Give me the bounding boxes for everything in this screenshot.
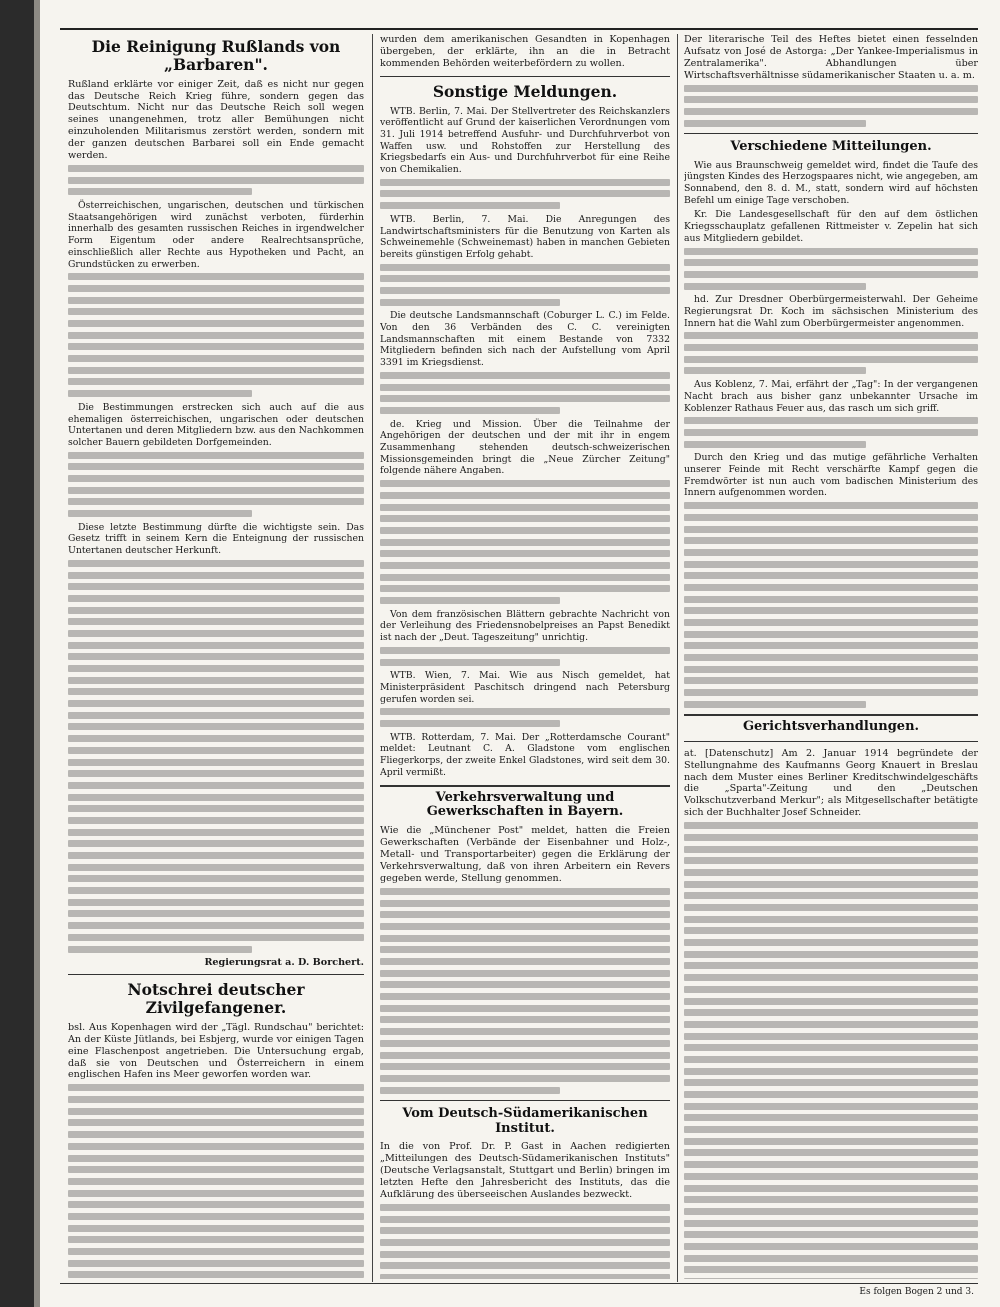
text-line [68,378,364,385]
text-line [684,927,978,934]
text-line [380,550,670,557]
text-line [684,677,978,684]
text-line [380,708,670,715]
text-line [684,549,978,556]
article-lead-trust: Der literarische Teil des Heftes bietet einen fesselnden Aufsatz von José de Astorga: „Der Yankee-Imperialismus in Zentralamerika". Abhandlungen über Wirtschaftsverhältnisse südamerikanischer Staaten u. a. m. [684,34,978,81]
continuation-note: Es folgen Bogen 2 und 3. [859,1287,974,1297]
text-line [380,1087,560,1094]
article-paragraph: WTB. Berlin, 7. Mai. Die Anregungen des Landwirtschaftsministers für die Benutzung von Karten als Schweinemehle (Schweinemast) haben in manchen Gebieten bereits günstigen Erfolg gehabt. [380,213,670,260]
text-line [684,892,978,899]
text-line [684,537,978,544]
text-line [380,1028,670,1035]
column-right [684,34,978,1279]
text-line [68,1213,364,1220]
text-line [68,653,364,660]
article-title-verkehr: Verkehrsverwaltung und Gewerkschaften in Bayern. [426,789,624,820]
text-line [380,970,670,977]
text-line [684,881,978,888]
text-line [68,899,364,906]
text-line [380,372,670,379]
text-line [380,935,670,942]
text-line [684,869,978,876]
text-line [68,817,364,824]
text-line [68,332,364,339]
text-line [380,1204,670,1211]
text-line [684,417,978,424]
text-line [68,177,364,184]
text-line [380,1216,670,1223]
text-line [684,429,978,436]
text-line [68,665,364,672]
text-line [684,1196,978,1203]
text-line [68,922,364,929]
text-line [68,1096,364,1103]
text-line [380,1227,670,1234]
text-line [684,259,978,266]
text-line [380,1005,670,1012]
article-paragraph: Durch den Krieg und das mutige gefährliche Verhalten unserer Feinde mit Recht verschärfte Kampf gegen die Fremdwörter ist nun auch vom badischen Ministerium des Innern aufgenommen worden. [684,452,978,499]
text-line [684,631,978,638]
text-line [684,108,978,115]
article-paragraph: hd. Zur Dresdner Oberbürgermeisterwahl. Der Geheime Regierungsrat Dr. Koch im sächsischen Ministerium des Innern hat die Wahl zum Oberbürgermeister angenommen. [684,294,978,329]
text-line [68,297,364,304]
text-line [684,857,978,864]
text-line [684,1021,978,1028]
text-line [68,1108,364,1115]
text-line [684,1208,978,1215]
text-line [68,188,252,195]
text-line [380,597,560,604]
article-lead-institut: In die von Prof. Dr. P. Gast in Aachen redigierten „Mitteilungen des Deutsch-Südamerikanischen Instituts" (Deutsche Verlagsanstalt, Stuttgart und Berlin) bringen im letzten Hefte den Jahresbericht des Instituts, das die Aufklärung des überseeischen Auslandes bezweckt. [380,1141,670,1201]
text-line [68,560,364,567]
text-line [380,585,670,592]
text-line [68,747,364,754]
text-line [68,1143,364,1150]
text-line [380,539,670,546]
text-line [380,958,670,965]
text-line [68,165,364,172]
article-divider [684,133,978,134]
text-line [68,487,364,494]
text-line [684,904,978,911]
text-line [380,993,670,1000]
text-line [684,561,978,568]
text-line [380,574,670,581]
text-line [68,618,364,625]
text-line [380,923,670,930]
article-paragraph: WTB. Rotterdam, 7. Mai. Der „Rotterdamsche Courant" meldet: Leutnant C. A. Gladstone vom englischen Fliegerkorps, der zweite Enkel Gladstones, wird seit dem 30. April vermißt. [380,731,670,778]
text-line [68,1248,364,1255]
text-line [68,875,364,882]
text-line [684,502,978,509]
text-line [380,946,670,953]
text-line [684,596,978,603]
text-line [68,595,364,602]
article-divider [68,974,364,975]
text-line [684,1149,978,1156]
text-line [684,356,978,363]
text-line [380,264,670,271]
text-line [684,1056,978,1063]
text-line [380,1063,670,1070]
text-line [380,504,670,511]
text-line [684,1243,978,1250]
article-paragraph: de. Krieg und Mission. Über die Teilnahme der Angehörigen der deutschen und der mit ihr in engem Zusammenhang stehenden deutsch-schweizerischen Missionsgemeinden bringt die „Neue Zürcher Zeitung" folgende nähere Angaben. [380,418,670,477]
article-title-reinigung: Die Reinigung Rußlands von „Barbaren". [91,37,341,74]
text-line [68,572,364,579]
text-line [684,572,978,579]
text-line [68,782,364,789]
article-divider [684,714,978,716]
text-line [684,701,866,708]
text-line [68,1155,364,1162]
text-line [684,822,978,829]
text-line [68,452,364,459]
text-line [684,332,978,339]
text-line [684,526,978,533]
text-line [380,1040,670,1047]
text-line [68,463,364,470]
text-line [380,1251,670,1258]
text-line [684,1103,978,1110]
text-line [684,654,978,661]
article-paragraph: Österreichischen, ungarischen, deutschen und türkischen Staatsangehörigen wird zunächst verboten, fürderhin innerhalb des gesamten russischen Reiches in irgendwelcher Form Eigentum oder andere Realrechtsansprüche, einschließlich aller Rechte aus Hypotheken und Pacht, an Grundstücken zu erwerben. [68,200,364,270]
text-line [68,735,364,742]
text-line [684,1079,978,1086]
text-line [380,1016,670,1023]
text-line [380,1262,670,1269]
text-line [68,1190,364,1197]
text-line [380,1052,670,1059]
article-continuation: wurden dem amerikanischen Gesandten in Kopenhagen übergeben, der erklärte, ihn an die in Betracht kommenden Behörden weiterbefördern zu wollen. [380,34,670,69]
text-line [68,1201,364,1208]
text-line [68,840,364,847]
text-line [68,864,364,871]
text-line [684,951,978,958]
text-line [684,441,866,448]
text-line [380,395,670,402]
text-line [684,607,978,614]
text-line [68,1084,364,1091]
text-line [684,962,978,969]
article-title-institut: Vom Deutsch-Südamerikanischen Institut. [402,1105,648,1136]
text-line [684,367,866,374]
text-line [380,384,670,391]
text-line [380,900,670,907]
article-paragraph: Aus Koblenz, 7. Mai, erfährt der „Tag": In der vergangenen Nacht brach aus bisher ganz unbekannter Ursache im Koblenzer Rathaus Feuer aus, das rasch um sich griff. [684,379,978,414]
text-line [684,1114,978,1121]
text-line [68,910,364,917]
article-divider [380,785,670,787]
article-paragraph: Wie aus Braunschweig gemeldet wird, findet die Taufe des jüngsten Kindes des Herzogspaares nicht, wie angegeben, am Sonnabend, den 8. d. M., statt, sondern wird auf höchsten Befehl um einige Tage verschoben. [684,159,978,206]
text-line [68,1271,364,1278]
text-line [684,1138,978,1145]
text-line [380,190,670,197]
text-line [68,1166,364,1173]
text-line [684,271,978,278]
text-line [68,630,364,637]
article-paragraph: Die deutsche Landsmannschaft (Coburger L. C.) im Felde. Von den 36 Verbänden des C. C. vereinigten Landsmannschaften mit einem Bestande von 7332 Mitgliedern befinden sich nach der Aufstellung vom April 3391 im Kriegsdienst. [380,310,670,369]
text-line [68,308,364,315]
article-lead-notschrei: bsl. Aus Kopenhagen wird der „Tägl. Rundschau" berichtet: An der Küste Jütlands, bei Esbjerg, wurde vor einigen Tagen eine Flaschenpost angetrieben. Die Untersuchung ergab, daß sie von Deutschen und Österreichern in einem englischen Hafen ins Meer geworfen worden war. [68,1021,364,1081]
text-line [68,285,364,292]
text-line [68,1131,364,1138]
text-line [68,700,364,707]
text-line [684,1044,978,1051]
text-line [684,1231,978,1238]
text-line [684,1009,978,1016]
text-line [684,1033,978,1040]
text-line [684,248,978,255]
text-line [68,1225,364,1232]
text-line [684,1255,978,1262]
text-line [68,677,364,684]
text-line [68,723,364,730]
text-line [68,1260,364,1267]
article-paragraph: Kr. Die Landesgesellschaft für den auf dem östlichen Kriegsschauplatz gefallenen Rittmeister v. Zepelin hat sich aus Mitgliedern gebildet. [684,209,978,244]
text-line [684,998,978,1005]
text-line [380,202,560,209]
text-line [68,367,364,374]
article-title-verschiedene: Verschiedene Mitteilungen. [730,138,932,154]
text-line [68,390,252,397]
text-line [68,583,364,590]
article-title-sonstige: Sonstige Meldungen. [432,81,618,101]
text-line [684,834,978,841]
article-divider [380,1100,670,1101]
text-line [684,344,978,351]
text-line [380,179,670,186]
text-line [684,916,978,923]
column-separator [677,34,678,1282]
text-line [380,527,670,534]
text-line [684,666,978,673]
text-line [68,607,364,614]
text-line [68,642,364,649]
column-separator [372,34,373,1282]
text-line [380,1075,670,1082]
article-paragraph: WTB. Berlin, 7. Mai. Der Stellvertreter des Reichskanzlers veröffentlicht auf Grund der kaiserlichen Verordnungen vom 31. Juli 1914 betreffend Ausfuhr- und Durchfuhrverbot von Waffen usw. und Rohstoffen zur Herstellung des Kriegsbedarfs ein Aus- und Durchfuhrverbot für eine Reihe von Chemikalien. [380,105,670,176]
text-line [380,1239,670,1246]
text-line [684,584,978,591]
text-line [684,689,978,696]
article-title-gericht: Gerichtsverhandlungen. [742,718,920,734]
text-line [68,829,364,836]
scan-binding-shadow [0,0,34,1307]
text-line [684,1278,978,1279]
text-line [68,805,364,812]
article-divider [380,76,670,77]
text-line [380,515,670,522]
text-line [684,846,978,853]
text-line [380,647,670,654]
text-line [380,492,670,499]
text-line [68,475,364,482]
article-lead-gericht: at. [Datenschutz] Am 2. Januar 1914 begründete der Stellungnahme des Kaufmanns Georg Knauert in Breslau nach dem Muster eines Berliner Kreditschwindelgeschäfts die „Sparta"-Zeitung und den „Deutschen Volkschutzverband Merkur"; als Mitgesellschafter betätigte sich der Buchhalter Josef Schneider. [684,747,978,819]
text-line [68,498,364,505]
text-line [68,794,364,801]
text-line [68,273,364,280]
text-line [684,974,978,981]
text-line [684,120,866,127]
text-line [684,1068,978,1075]
article-signature: Regierungsrat a. D. Borchert. [204,957,364,969]
text-line [68,887,364,894]
article-lead-reinigung: Rußland erklärte vor einiger Zeit, daß es nicht nur gegen das Deutsche Reich Krieg führe, sondern gegen das Deutschtum. Nicht nur das Deutsche Reich soll wegen seines unangenehmen, trotz aller Bemühungen nicht einzuholenden Militarismus zerstört werden, sondern mit der ganzen deutschen Barbarei soll ein Ende gemacht werden. [68,78,364,162]
article-paragraph: Die Bestimmungen erstrecken sich auch auf die aus ehemaligen österreichischen, ungarischen oder deutschen Untertanen und deren Mitgliedern bzw. aus den Nachkommen solcher Bauern gebildeten Dorfgemeinden. [68,401,364,448]
text-line [380,888,670,895]
article-paragraph: Diese letzte Bestimmung dürfte die wichtigste sein. Das Gesetz trifft in seinem Kern die Enteignung der russischen Untertanen deutscher Herkunft. [68,521,364,557]
text-line [684,619,978,626]
text-line [684,939,978,946]
text-line [684,1185,978,1192]
text-line [68,688,364,695]
text-line [68,946,252,953]
scan-page-edge [34,0,40,1307]
text-line [684,1220,978,1227]
text-line [380,1274,670,1279]
text-line [380,981,670,988]
text-line [684,96,978,103]
text-line [68,712,364,719]
text-line [684,1266,978,1273]
text-line [380,287,670,294]
text-line [380,562,670,569]
text-line [684,514,978,521]
text-line [684,1173,978,1180]
top-rule [60,28,978,30]
text-line [380,275,670,282]
column-left [68,34,364,1279]
text-line [68,852,364,859]
text-line [684,283,866,290]
text-line [380,720,560,727]
text-line [684,642,978,649]
bottom-rule [60,1283,978,1284]
text-line [684,986,978,993]
text-line [68,1178,364,1185]
text-line [68,510,252,517]
text-line [68,343,364,350]
column-middle [380,34,670,1279]
article-lead-verkehr: Wie die „Münchener Post" meldet, hatten die Freien Gewerkschaften (Verbände der Eisenbahner und Holz-, Metall- und Transportarbeiter) gegen die Erklärung der Verkehrsverwaltung, daß von ihren Arbeitern ein Revers gegeben werde, Stellung genommen. [380,825,670,884]
text-line [684,85,978,92]
text-line [68,1236,364,1243]
text-line [684,1161,978,1168]
text-line [68,759,364,766]
article-divider [684,741,978,742]
text-line [380,911,670,918]
text-line [68,355,364,362]
text-line [380,299,560,306]
text-line [380,659,560,666]
text-line [684,1091,978,1098]
text-line [380,480,670,487]
text-line [684,1126,978,1133]
text-line [68,934,364,941]
article-paragraph: WTB. Wien, 7. Mai. Wie aus Nisch gemeldet, hat Ministerpräsident Paschitsch dringend nach Petersburg gerufen worden sei. [380,670,670,705]
text-line [68,1119,364,1126]
article-paragraph: Von dem französischen Blättern gebrachte Nachricht von der Verleihung des Friedensnobelpreises an Papst Benedikt ist nach der „Deut. Tageszeitung" unrichtig. [380,608,670,644]
text-line [380,407,560,414]
text-line [68,770,364,777]
text-line [68,320,364,327]
article-title-notschrei: Notschrei deutscher Zivilgefangener. [127,980,305,1018]
